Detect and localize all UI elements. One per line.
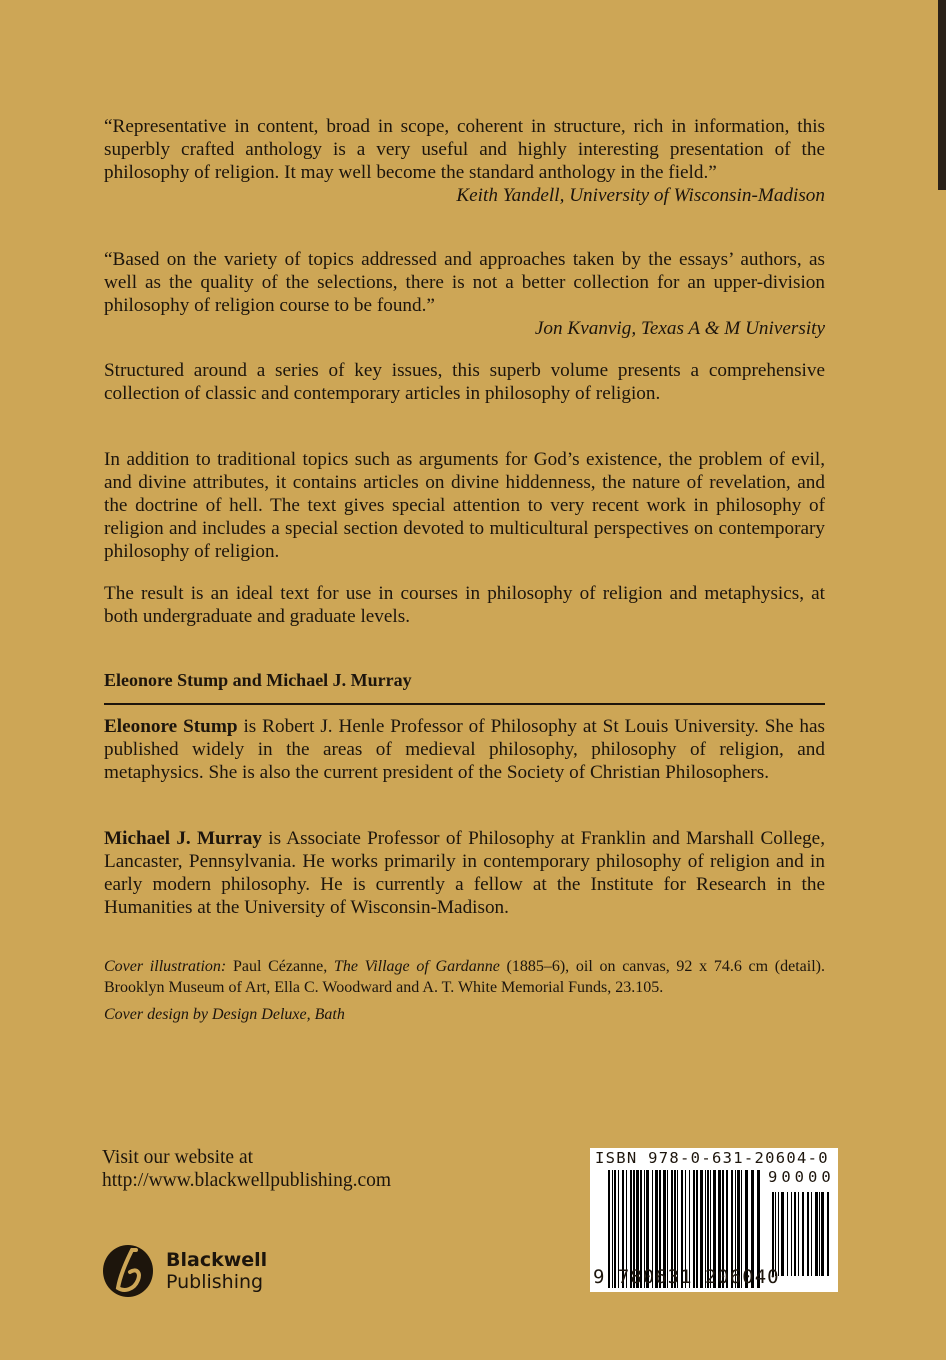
barcode-bar	[827, 1192, 829, 1276]
bio-murray	[104, 827, 825, 919]
bio-stump	[104, 715, 825, 784]
blackwell-b-icon	[102, 1244, 154, 1298]
barcode-bar	[781, 1192, 784, 1276]
bio-name: Eleonore Stump	[104, 716, 238, 737]
description-3: The result is an ideal text for use in courses in philosophy of religion and metaphysics, at both undergraduate and graduate levels.	[104, 583, 825, 627]
bio-text: is Robert J. Henle Professor of Philosophy at St Louis University. She has published widely in the areas of medieval philosophy, philosophy of religion, and metaphysics. She is also the current president of the Society of Christian Philosophers.	[104, 716, 826, 783]
isbn-label: ISBN 978-0-631-20604-0	[595, 1149, 829, 1167]
publisher-logo	[102, 1244, 267, 1298]
barcode-addon: 90000	[768, 1168, 835, 1186]
description-2: In addition to traditional topics such as arguments for God’s existence, the problem of evil, and divine attributes, it contains articles on divine hiddenness, the nature of revelation, and the doctrine of hell. The text gives special attention to very recent work in philosophy of religion and includes a special section devoted to multicultural perspectives on contemporary philosophy of religion.	[104, 449, 825, 562]
spine-edge	[938, 0, 946, 190]
barcode-bar	[807, 1192, 809, 1276]
website-label: Visit our website at	[102, 1147, 254, 1168]
barcode-bar	[775, 1192, 776, 1276]
website-url[interactable]: http://www.blackwellpublishing.com	[102, 1170, 392, 1191]
review-quote: “Representative in content, broad in scope, coherent in structure, rich in information, this superbly crafted anthology is a very useful and highly interesting presentation of the philosophy of religion. It may well become the standard anthology in the field.”	[104, 116, 825, 183]
barcode-bar	[798, 1192, 799, 1276]
publisher-name-2: Publishing	[166, 1271, 264, 1293]
credit-label: Cover illustration:	[104, 958, 227, 975]
barcode-bar	[802, 1192, 804, 1276]
review-1	[104, 115, 825, 207]
publisher-name-1: Blackwell	[166, 1249, 268, 1271]
authors-heading: Eleonore Stump and Michael J. Murray	[104, 670, 412, 690]
barcode-bar	[778, 1192, 779, 1276]
credit-rest: (1885–6), oil on canvas, 92 x 74.6 cm (detail). Brooklyn Museum of Art, Ella C. Woodward and A. T. White Memorial Funds, 23.105.	[104, 958, 825, 996]
barcode-bar	[772, 1192, 774, 1276]
review-quote: “Based on the variety of topics addressed and approaches taken by the essays’ authors, as well as the quality of the selections, there is not a better collection for an upper-division philosophy of religion course to be found.”	[104, 249, 825, 316]
review-attribution: Keith Yandell, University of Wisconsin-Madison	[456, 185, 825, 206]
barcode-bar	[787, 1192, 788, 1276]
website-block	[102, 1146, 391, 1192]
divider	[104, 703, 825, 705]
description-1: Structured around a series of key issues, this superb volume presents a comprehensive collection of classic and contemporary articles in philosophy of religion.	[104, 360, 825, 404]
barcode-bar	[794, 1192, 796, 1276]
barcode-bar	[791, 1192, 792, 1276]
bio-name: Michael J. Murray	[104, 828, 262, 849]
barcode-digits: 9 780631 206040	[593, 1266, 780, 1288]
isbn-barcode	[590, 1148, 838, 1292]
barcode-bar	[819, 1192, 820, 1276]
credit-artist: Paul Cézanne,	[226, 958, 334, 975]
barcode-bar	[811, 1192, 812, 1276]
bio-text: is Associate Professor of Philosophy at Franklin and Marshall College, Lancaster, Pennsylvania. He works primarily in contemporary philosophy of religion and in early modern philosophy. He is currently a fellow at the Institute for Research in the Humanities at the University of Wisconsin-Madison.	[104, 828, 825, 918]
barcode-bar	[815, 1192, 818, 1276]
barcode-bar	[821, 1192, 824, 1276]
cover-design-credit: Cover design by Design Deluxe, Bath	[104, 1006, 345, 1023]
review-2	[104, 248, 825, 340]
cover-illustration-credit	[104, 956, 825, 998]
credit-title: The Village of Gardanne	[333, 958, 500, 975]
review-attribution: Jon Kvanvig, Texas A & M University	[534, 318, 825, 339]
